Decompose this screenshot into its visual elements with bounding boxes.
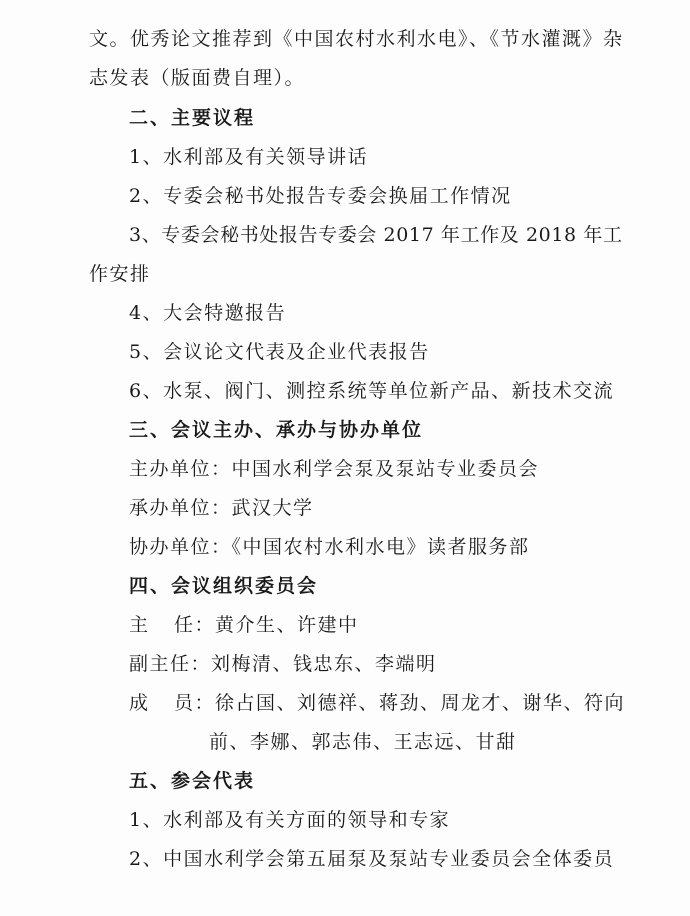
- intro-line-1: [89, 28, 624, 50]
- agenda-item-3: [129, 224, 623, 246]
- committee-vice-label: 副主任：: [129, 653, 212, 675]
- agenda-item-3-cont: 作安排: [89, 263, 151, 285]
- section-heading-organizers: 三、会议主办、承办与协办单位: [129, 419, 424, 441]
- committee-vice-names: 刘梅清、钱忠东、李端明: [211, 653, 437, 675]
- section-heading-committee: 四、会议组织委员会: [129, 575, 319, 597]
- agenda-item-3-text: 3、专委会秘书处报告专委会 2017 年工作及 2018 年工: [129, 224, 623, 246]
- committee-member-names: 徐占国、刘德祥、蒋劲、周龙才、谢华、符向: [215, 692, 626, 714]
- organizer-undertaker: 承办单位：武汉大学: [129, 497, 314, 519]
- committee-member-label-1: 成: [129, 692, 149, 714]
- committee-members: [129, 694, 625, 713]
- committee-chair: [129, 616, 359, 635]
- committee-chair-names: 黄介生、许建中: [215, 614, 359, 636]
- section-heading-agenda: 二、主要议程: [129, 107, 256, 129]
- committee-chair-label-2: 任：: [174, 614, 216, 636]
- attendee-item-2: 2、中国水利学会第五届泵及泵站专业委员会全体委员: [129, 848, 615, 870]
- agenda-item-1: 1、水利部及有关领导讲话: [129, 146, 369, 168]
- intro-text-1: 文。优秀论文推荐到《中国农村水利水电》、《节水灌溉》杂: [89, 28, 624, 50]
- committee-members-cont: 前、李娜、郭志伟、王志远、甘甜: [209, 731, 517, 753]
- committee-member-label-2: 员：: [174, 692, 216, 714]
- agenda-item-2: 2、专委会秘书处报告专委会换届工作情况: [129, 185, 512, 207]
- agenda-item-5: 5、会议论文代表及企业代表报告: [129, 341, 430, 363]
- organizer-host: 主办单位：中国水利学会泵及泵站专业委员会: [129, 458, 540, 480]
- agenda-item-4: 4、大会特邀报告: [129, 302, 287, 324]
- intro-line-2: 志发表（版面费自理）。: [89, 67, 306, 89]
- committee-vice-chair: [129, 655, 437, 674]
- section-heading-attendees: 五、参会代表: [129, 770, 256, 792]
- agenda-item-6: 6、水泵、阀门、测控系统等单位新产品、新技术交流: [129, 380, 615, 402]
- committee-chair-label-1: 主: [129, 614, 149, 636]
- attendee-item-1: 1、水利部及有关方面的领导和专家: [129, 809, 451, 831]
- organizer-co-organizer: 协办单位：《中国农村水利水电》读者服务部: [129, 536, 530, 558]
